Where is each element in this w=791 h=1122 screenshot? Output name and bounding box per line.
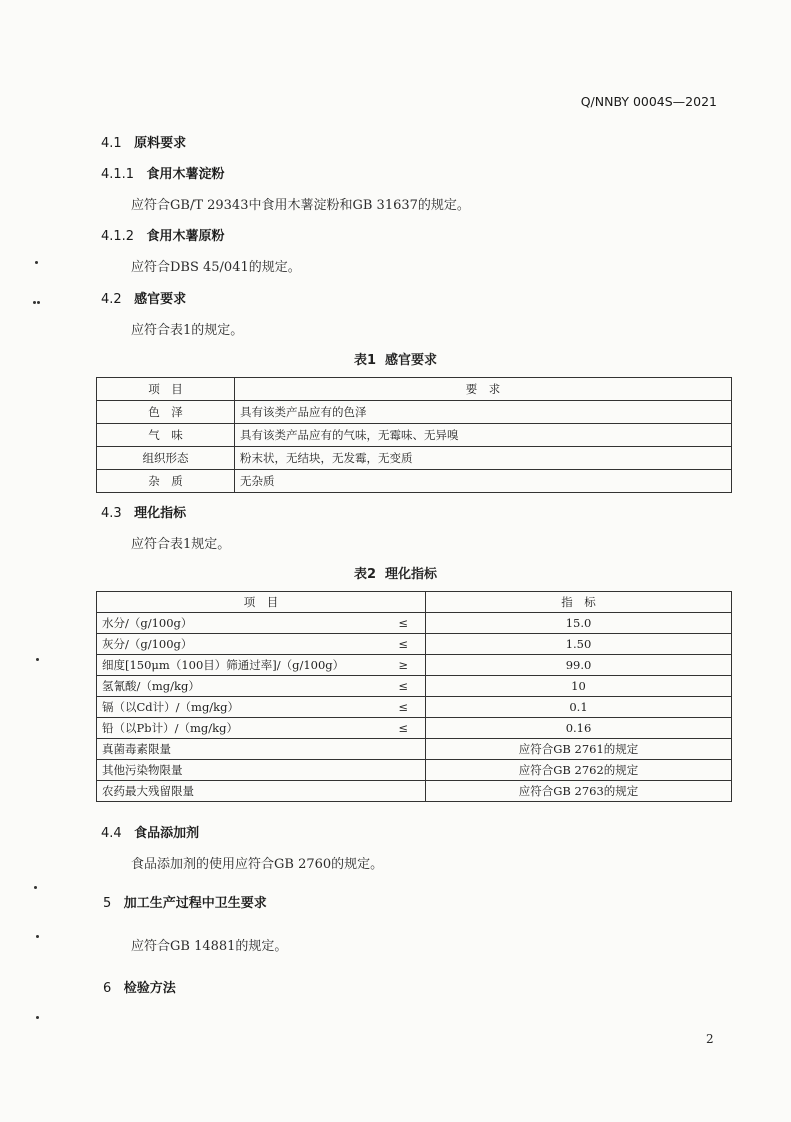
table-cell-value: 99.0 [426, 655, 732, 676]
table-cell-value: 15.0 [426, 613, 732, 634]
section-title: 原料要求 [134, 136, 187, 151]
table-cell-item: 杂 质 [97, 470, 235, 493]
section-4-2-text: 应符合表1的规定。 [131, 323, 244, 338]
table-row [97, 655, 732, 676]
table-cell-requirement: 具有该类产品应有的气味，无霉味、无异嗅 [235, 424, 732, 447]
scan-speck [33, 301, 36, 304]
table-cell-requirement: 粉末状，无结块，无发霉，无变质 [235, 447, 732, 470]
table-cell-requirement: 无杂质 [235, 470, 732, 493]
table-row [97, 447, 732, 470]
table-row [97, 424, 732, 447]
section-4-2-heading [101, 288, 186, 307]
comparison-operator: ≤ [398, 700, 408, 714]
section-number: 4.1.1 [101, 167, 135, 182]
section-title: 理化指标 [134, 506, 187, 521]
section-title: 加工生产过程中卫生要求 [123, 896, 267, 911]
section-4-1-1-heading [101, 163, 225, 182]
table-cell-value: 应符合GB 2761的规定 [426, 739, 732, 760]
table-cell-item: 真菌毒素限量 [97, 739, 426, 760]
section-title: 食用木薯淀粉 [146, 167, 225, 182]
section-6-heading [103, 977, 176, 996]
table-cell-item: 镉（以Cd计）/（mg/kg） [102, 700, 240, 714]
table-header-row [97, 592, 732, 613]
scan-speck [36, 935, 39, 938]
table-cell-item: 水分/（g/100g） [102, 616, 193, 630]
table-cell-value: 应符合GB 2763的规定 [426, 781, 732, 802]
table-cell-item: 细度[150μm（100目）筛通过率]/（g/100g） [102, 658, 345, 672]
section-number: 4.2 [101, 292, 122, 307]
table-cell-item: 组织形态 [97, 447, 235, 470]
table-cell-value: 应符合GB 2762的规定 [426, 760, 732, 781]
table2 [96, 591, 732, 802]
table-header-cell: 项 目 [97, 378, 235, 401]
comparison-operator: ≤ [398, 637, 408, 651]
section-number: 6 [103, 981, 112, 996]
section-4-1-2-heading [101, 225, 225, 244]
comparison-operator: ≤ [398, 616, 408, 630]
table-row [97, 781, 732, 802]
section-title: 食用木薯原粉 [146, 229, 225, 244]
section-4-1-heading [101, 132, 186, 151]
table-cell-item: 灰分/（g/100g） [102, 637, 193, 651]
table-row [97, 697, 732, 718]
table-header-cell: 指 标 [426, 592, 732, 613]
comparison-operator: ≥ [398, 658, 408, 672]
table-row [97, 718, 732, 739]
table-cell-requirement: 具有该类产品应有的色泽 [235, 401, 732, 424]
section-number: 4.1.2 [101, 229, 135, 244]
section-4-4-heading [101, 822, 199, 841]
scan-speck [36, 1016, 39, 1019]
table1-caption: 表1 感官要求 [353, 353, 438, 368]
page-number: 2 [706, 1032, 714, 1046]
table-cell-item: 农药最大残留限量 [97, 781, 426, 802]
comparison-operator: ≤ [398, 721, 408, 735]
scan-speck [37, 301, 40, 304]
section-title: 食品添加剂 [134, 826, 200, 841]
table-header-cell: 要 求 [235, 378, 732, 401]
section-number: 4.3 [101, 506, 122, 521]
table-row [97, 470, 732, 493]
comparison-operator: ≤ [398, 679, 408, 693]
doc-number: Q/NNBY 0004S—2021 [580, 94, 717, 109]
table-cell-item: 其他污染物限量 [97, 760, 426, 781]
section-4-1-1-text: 应符合GB/T 29343中食用木薯淀粉和GB 31637的规定。 [131, 198, 470, 213]
table-header-row [97, 378, 732, 401]
table-cell-value: 0.1 [426, 697, 732, 718]
table-row [97, 676, 732, 697]
table1 [96, 377, 732, 493]
table-row [97, 760, 732, 781]
table-row [97, 613, 732, 634]
section-title: 感官要求 [134, 292, 187, 307]
table-cell-value: 10 [426, 676, 732, 697]
table2-caption: 表2 理化指标 [353, 567, 438, 582]
table-header-cell: 项 目 [97, 592, 426, 613]
section-number: 4.4 [101, 826, 122, 841]
section-number: 5 [103, 896, 112, 911]
scan-speck [34, 886, 37, 889]
section-4-3-text: 应符合表1规定。 [131, 537, 231, 552]
table-row [97, 401, 732, 424]
scan-speck [35, 261, 38, 264]
table-cell-value: 1.50 [426, 634, 732, 655]
section-4-4-text: 食品添加剂的使用应符合GB 2760的规定。 [131, 857, 384, 872]
section-4-1-2-text: 应符合DBS 45/041的规定。 [131, 260, 301, 275]
section-5-text: 应符合GB 14881的规定。 [131, 939, 288, 954]
table-cell-item: 氢氰酸/（mg/kg） [102, 679, 200, 693]
section-title: 检验方法 [123, 981, 176, 996]
table-cell-item: 气 味 [97, 424, 235, 447]
scan-speck [36, 658, 39, 661]
section-5-heading [103, 892, 267, 911]
table-row [97, 634, 732, 655]
table-cell-value: 0.16 [426, 718, 732, 739]
section-number: 4.1 [101, 136, 122, 151]
section-4-3-heading [101, 502, 186, 521]
table-cell-item: 色 泽 [97, 401, 235, 424]
table-cell-item: 铅（以Pb计）/（mg/kg） [102, 721, 238, 735]
table-row [97, 739, 732, 760]
